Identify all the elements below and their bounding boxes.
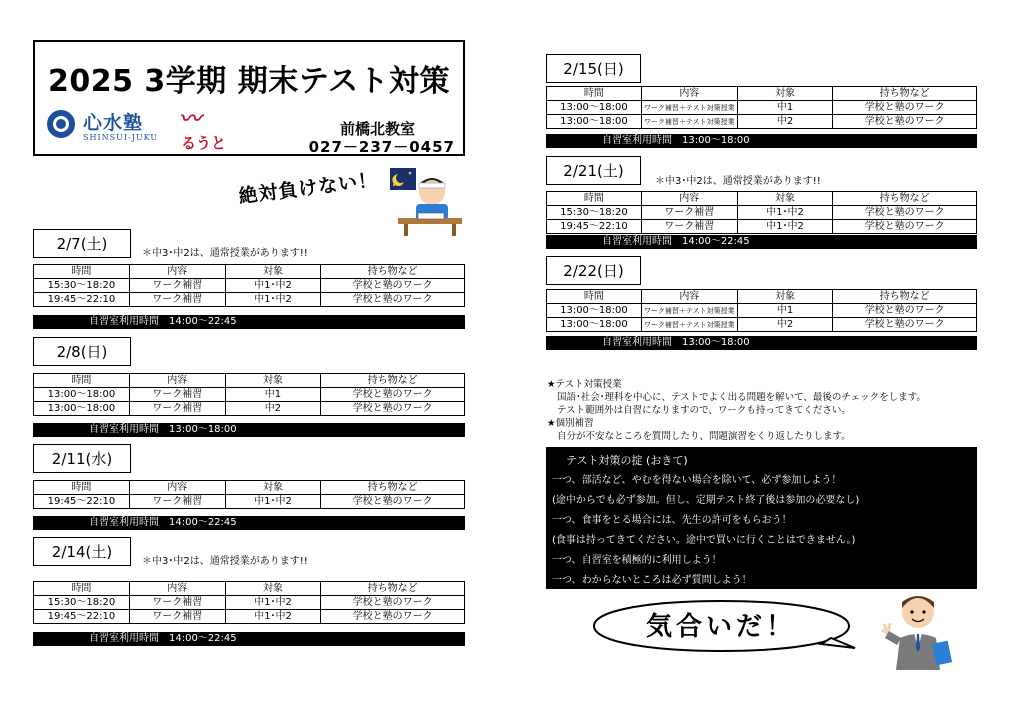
time-cell: 19:45～22:10 — [34, 495, 130, 509]
route-logo-icon: 〰 — [179, 107, 202, 132]
route-logo-name: るうと — [181, 134, 227, 152]
column-header: 持ち物など — [321, 374, 465, 388]
time-cell: 19:45～22:10 — [34, 293, 130, 307]
items-cell: 学校と塾のワーク — [321, 388, 465, 402]
items-cell: 学校と塾のワーク — [321, 402, 465, 416]
table-header-row — [34, 582, 465, 596]
table-row — [34, 596, 465, 610]
self-study-hours: 自習室利用時間 14:00～22:45 — [602, 236, 750, 247]
schedule-note: ＊中3･中2は、通常授業があります!! — [142, 556, 308, 567]
target-cell: 中2 — [737, 115, 833, 129]
items-cell: 学校と塾のワーク — [833, 206, 977, 220]
individual-heading: ★個別補習 — [547, 418, 594, 429]
column-header: 時間 — [547, 87, 642, 101]
column-header: 持ち物など — [833, 87, 977, 101]
schedule-table — [33, 373, 465, 416]
target-cell: 中1 — [225, 388, 321, 402]
table-row — [34, 402, 465, 416]
column-header: 内容 — [129, 374, 225, 388]
self-study-hours: 自習室利用時間 14:00～22:45 — [89, 316, 237, 327]
items-cell: 学校と塾のワーク — [321, 495, 465, 509]
page-title: 2025 3学期 期末テスト対策 — [47, 64, 451, 99]
info-section — [547, 378, 977, 443]
self-study-hours: 自習室利用時間 14:00～22:45 — [89, 633, 237, 644]
column-header: 内容 — [641, 87, 737, 101]
date-heading: 2/7(土) — [33, 229, 131, 258]
time-cell: 19:45～22:10 — [547, 220, 642, 234]
content-cell: ワーク補習 — [129, 495, 225, 509]
items-cell: 学校と塾のワーク — [833, 220, 977, 234]
column-header: 内容 — [129, 265, 225, 279]
items-cell: 学校と塾のワーク — [321, 610, 465, 624]
logo-subtitle: SHINSUI-JUKU — [83, 133, 159, 142]
self-study-hours: 自習室利用時間 13:00～18:00 — [602, 135, 750, 146]
date-heading: 2/21(土) — [546, 156, 641, 185]
self-study-hours: 自習室利用時間 13:00～18:00 — [602, 337, 750, 348]
self-study-hours: 自習室利用時間 14:00～22:45 — [89, 517, 237, 528]
time-cell: 13:00～18:00 — [547, 304, 642, 318]
target-cell: 中1 — [737, 304, 833, 318]
content-cell: ワーク補習 — [129, 402, 225, 416]
content-cell: ワーク補習 — [641, 220, 737, 234]
content-cell: ワーク補習＋テスト対策授業 — [641, 318, 737, 332]
content-cell: ワーク補習 — [129, 279, 225, 293]
rules-title: テスト対策の掟 (おきて) — [566, 454, 688, 467]
content-cell: ワーク補習 — [641, 206, 737, 220]
column-header: 内容 — [641, 192, 737, 206]
time-cell: 15:30～18:20 — [547, 206, 642, 220]
self-study-bar — [546, 336, 977, 350]
self-study-bar — [33, 632, 465, 646]
column-header: 内容 — [129, 481, 225, 495]
column-header: 時間 — [547, 192, 642, 206]
column-header: 持ち物など — [321, 481, 465, 495]
table-row — [547, 206, 977, 220]
table-row — [547, 220, 977, 234]
items-cell: 学校と塾のワーク — [833, 304, 977, 318]
content-cell: ワーク補習 — [129, 293, 225, 307]
table-header-row — [547, 290, 977, 304]
schedule-table — [546, 191, 977, 234]
column-header: 対象 — [737, 290, 833, 304]
time-cell: 13:00～18:00 — [34, 388, 130, 402]
table-header-row — [34, 374, 465, 388]
target-cell: 中1･中2 — [737, 220, 833, 234]
table-header-row — [547, 87, 977, 101]
schedule-table — [33, 480, 465, 509]
column-header: 持ち物など — [833, 192, 977, 206]
rule-line: (途中からでも必ず参加。但し、定期テスト終了後は参加の必要なし) — [552, 495, 860, 506]
table-row — [547, 101, 977, 115]
time-cell: 13:00～18:00 — [547, 115, 642, 129]
target-cell: 中1･中2 — [225, 293, 321, 307]
column-header: 持ち物など — [833, 290, 977, 304]
speech-bubble — [591, 598, 856, 654]
self-study-bar — [546, 235, 977, 249]
items-cell: 学校と塾のワーク — [833, 115, 977, 129]
test-prep-heading: ★テスト対策授業 — [547, 379, 622, 390]
rule-line: 一つ、食事をとる場合には、先生の許可をもらおう！ — [552, 515, 792, 526]
table-row — [34, 610, 465, 624]
schedule-table — [546, 289, 977, 332]
content-cell: ワーク補習＋テスト対策授業 — [641, 101, 737, 115]
items-cell: 学校と塾のワーク — [321, 596, 465, 610]
shinsui-logo — [45, 108, 165, 148]
logo-name: 心水塾 — [83, 112, 144, 134]
table-row — [34, 388, 465, 402]
test-prep-text: テスト範囲外は自習になりますので、ワークも持ってきてください。 — [557, 405, 851, 416]
target-cell: 中1･中2 — [225, 596, 321, 610]
table-row — [34, 279, 465, 293]
schedule-table — [33, 264, 465, 307]
rule-line: 一つ、わからないところは必ず質問しよう！ — [552, 575, 752, 586]
schedule-note: ＊中3･中2は、通常授業があります!! — [142, 248, 308, 259]
column-header: 時間 — [34, 374, 130, 388]
column-header: 時間 — [34, 481, 130, 495]
self-study-bar — [33, 516, 465, 530]
time-cell: 13:00～18:00 — [547, 318, 642, 332]
time-cell: 13:00～18:00 — [547, 101, 642, 115]
schedule-table — [33, 581, 465, 624]
column-header: 持ち物など — [321, 582, 465, 596]
items-cell: 学校と塾のワーク — [833, 101, 977, 115]
date-heading: 2/11(水) — [33, 444, 131, 473]
time-cell: 13:00～18:00 — [34, 402, 130, 416]
column-header: 対象 — [225, 481, 321, 495]
table-row — [34, 495, 465, 509]
column-header: 対象 — [225, 582, 321, 596]
rule-line: 一つ、部活など、やむを得ない場合を除いて、必ず参加しよう！ — [552, 475, 842, 486]
date-heading: 2/15(日) — [546, 54, 641, 83]
target-cell: 中1･中2 — [737, 206, 833, 220]
date-heading: 2/8(日) — [33, 337, 131, 366]
target-cell: 中1･中2 — [225, 279, 321, 293]
rule-line: 一つ、自習室を積極的に利用しよう！ — [552, 555, 722, 566]
target-cell: 中1･中2 — [225, 495, 321, 509]
items-cell: 学校と塾のワーク — [833, 318, 977, 332]
column-header: 時間 — [547, 290, 642, 304]
content-cell: ワーク補習 — [129, 596, 225, 610]
table-row — [547, 318, 977, 332]
self-study-bar — [33, 423, 465, 437]
items-cell: 学校と塾のワーク — [321, 279, 465, 293]
column-header: 対象 — [737, 192, 833, 206]
column-header: 対象 — [225, 374, 321, 388]
target-cell: 中1 — [737, 101, 833, 115]
date-heading: 2/22(日) — [546, 256, 641, 285]
table-row — [547, 304, 977, 318]
column-header: 時間 — [34, 265, 130, 279]
target-cell: 中1･中2 — [225, 610, 321, 624]
self-study-hours: 自習室利用時間 13:00～18:00 — [89, 424, 237, 435]
rules-box — [546, 447, 977, 589]
table-header-row — [34, 265, 465, 279]
self-study-bar — [546, 134, 977, 148]
schedule-note: ＊中3･中2は、通常授業があります!! — [655, 176, 821, 187]
slogan: 絶対負けない！ — [237, 168, 380, 208]
teacher-illustration — [880, 590, 956, 670]
column-header: 内容 — [641, 290, 737, 304]
title-box — [33, 40, 465, 156]
content-cell: ワーク補習＋テスト対策授業 — [641, 115, 737, 129]
route-logo — [177, 102, 229, 152]
column-header: 対象 — [737, 87, 833, 101]
column-header: 対象 — [225, 265, 321, 279]
target-cell: 中2 — [737, 318, 833, 332]
column-header: 内容 — [129, 582, 225, 596]
self-study-bar — [33, 315, 465, 329]
time-cell: 15:30～18:20 — [34, 596, 130, 610]
table-row — [547, 115, 977, 129]
test-prep-text: 国語･社会･理科を中心に、テストでよく出る問題を解いて、最後のチェックをします。 — [557, 392, 926, 403]
studying-student-illustration — [390, 166, 464, 236]
shinsui-logo-icon — [47, 110, 75, 138]
individual-text: 自分が不安なところを質問したり、問題演習をくり返したりします。 — [557, 431, 851, 442]
branch-name: 前橋北教室 — [339, 120, 415, 138]
bubble-text: 気合いだ！ — [645, 612, 797, 642]
items-cell: 学校と塾のワーク — [321, 293, 465, 307]
table-row — [34, 293, 465, 307]
phone-number: 027－237－0457 — [308, 138, 455, 156]
date-heading: 2/14(土) — [33, 537, 131, 566]
content-cell: ワーク補習＋テスト対策授業 — [641, 304, 737, 318]
rule-line: (食事は持ってきてください。途中で買いに行くことはできません。) — [552, 535, 856, 546]
schedule-table — [546, 86, 977, 129]
target-cell: 中2 — [225, 402, 321, 416]
time-cell: 19:45～22:10 — [34, 610, 130, 624]
content-cell: ワーク補習 — [129, 388, 225, 402]
content-cell: ワーク補習 — [129, 610, 225, 624]
table-header-row — [547, 192, 977, 206]
column-header: 持ち物など — [321, 265, 465, 279]
column-header: 時間 — [34, 582, 130, 596]
time-cell: 15:30～18:20 — [34, 279, 130, 293]
table-header-row — [34, 481, 465, 495]
